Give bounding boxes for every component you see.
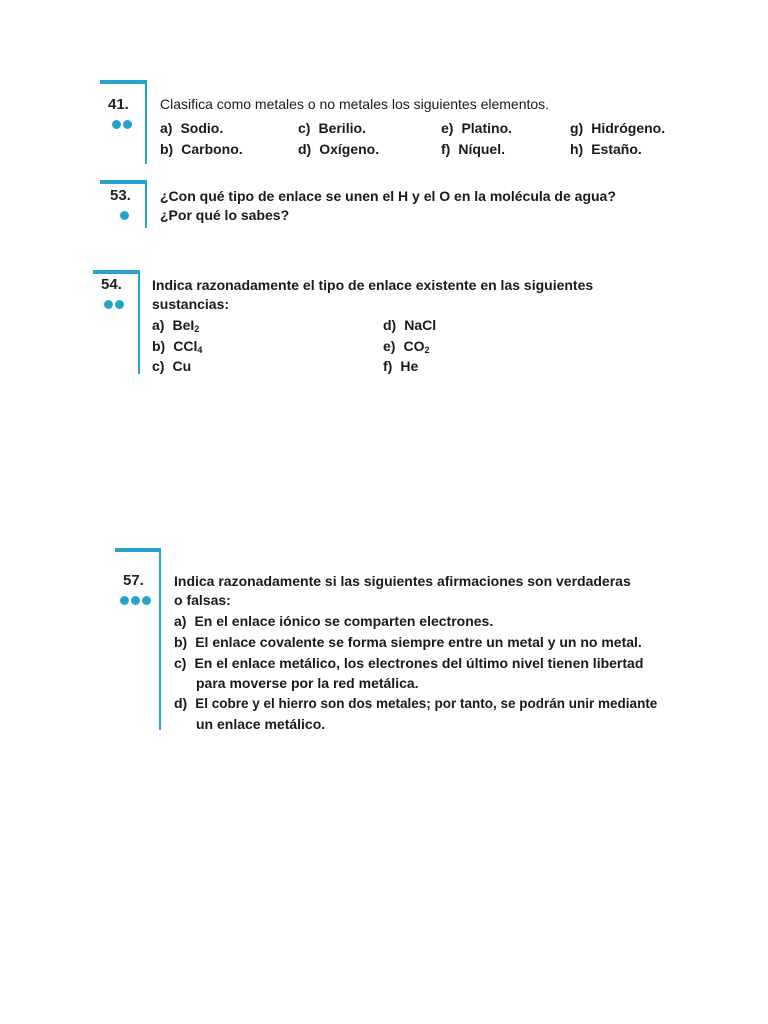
item-text: Platino. <box>461 120 513 136</box>
item-subscript: 4 <box>197 345 203 355</box>
list-item <box>298 118 366 138</box>
exercise-53-side-bar <box>145 180 147 228</box>
item-text: Sodio. <box>180 120 224 136</box>
exercise-54-top-bar <box>93 270 139 274</box>
exercise-57-side-bar <box>159 548 161 730</box>
difficulty-dot <box>142 596 151 605</box>
list-item <box>160 139 243 159</box>
item-text: Berilio. <box>318 120 366 136</box>
exercise-57-difficulty-dots <box>120 596 151 605</box>
difficulty-dot <box>120 596 129 605</box>
item-label: d) <box>174 695 188 711</box>
list-item <box>570 118 665 138</box>
list-item <box>152 356 191 376</box>
exercise-54-statement-line-2: sustancias: <box>152 296 230 312</box>
item-text: He <box>400 358 419 374</box>
item-label: b) <box>160 141 174 157</box>
item-text: En el enlace iónico se comparten electrones. <box>194 613 494 629</box>
list-item <box>383 356 418 376</box>
item-label: b) <box>152 338 166 354</box>
exercise-54-number: 54. <box>101 276 122 293</box>
difficulty-dot <box>123 120 132 129</box>
difficulty-dot <box>104 300 113 309</box>
item-subscript: 2 <box>194 324 200 334</box>
item-label: a) <box>174 613 187 629</box>
item-text: Cu <box>172 358 192 374</box>
item-text-continuation: para moverse por la red metálica. <box>196 675 419 691</box>
item-label: f) <box>441 141 451 157</box>
exercise-53-number: 53. <box>110 187 131 204</box>
list-item <box>441 139 505 159</box>
list-item <box>570 139 642 159</box>
item-text: Níquel. <box>458 141 505 157</box>
exercise-54-side-bar <box>138 270 140 374</box>
item-text: En el enlace metálico, los electrones del último nivel tienen libertad <box>194 655 644 671</box>
item-label: e) <box>441 120 454 136</box>
difficulty-dot <box>131 596 140 605</box>
list-item <box>174 611 493 631</box>
item-label: c) <box>174 655 187 671</box>
item-text: El cobre y el hierro son dos metales; por tanto, se podrán unir mediante <box>195 696 658 711</box>
item-label: e) <box>383 338 396 354</box>
exercise-41-statement: Clasifica como metales o no metales los siguientes elementos. <box>160 96 550 112</box>
difficulty-dot <box>115 300 124 309</box>
item-label: f) <box>383 358 393 374</box>
exercise-53-top-bar <box>100 180 146 184</box>
exercise-54-difficulty-dots <box>104 300 124 309</box>
item-label: d) <box>383 317 397 333</box>
item-text: CO <box>403 338 425 354</box>
exercise-57-number: 57. <box>123 572 144 589</box>
item-text: CCl <box>173 338 198 354</box>
list-item <box>441 118 512 138</box>
item-label: d) <box>298 141 312 157</box>
list-item <box>174 653 643 693</box>
item-text: Oxígeno. <box>319 141 380 157</box>
exercise-53-difficulty-dots <box>120 211 129 220</box>
item-subscript: 2 <box>424 345 430 355</box>
item-label: c) <box>152 358 165 374</box>
exercise-41-difficulty-dots <box>112 120 132 129</box>
list-item <box>383 315 436 335</box>
item-label: c) <box>298 120 311 136</box>
list-item <box>174 632 642 652</box>
item-text: Carbono. <box>181 141 243 157</box>
item-text: El enlace covalente se forma siempre entre un metal y un no metal. <box>195 634 642 650</box>
list-item <box>298 139 379 159</box>
exercise-57-statement-line-1: Indica razonadamente si las siguientes afirmaciones son verdaderas <box>174 573 631 589</box>
exercise-53-statement-line-1: ¿Con qué tipo de enlace se unen el H y el O en la molécula de agua? <box>160 188 616 204</box>
item-label: a) <box>152 317 165 333</box>
item-label: h) <box>570 141 584 157</box>
item-text: NaCl <box>404 317 437 333</box>
item-label: a) <box>160 120 173 136</box>
exercise-57-top-bar <box>115 548 161 552</box>
item-text: Estaño. <box>591 141 642 157</box>
list-item <box>160 118 223 138</box>
item-label: b) <box>174 634 188 650</box>
exercise-57-statement-line-2: o falsas: <box>174 592 231 608</box>
list-item <box>174 693 657 734</box>
exercise-53-statement-line-2: ¿Por qué lo sabes? <box>160 207 290 223</box>
item-label: g) <box>570 120 584 136</box>
exercise-41-number: 41. <box>108 96 129 113</box>
exercise-54-statement-line-1: Indica razonadamente el tipo de enlace existente en las siguientes <box>152 277 594 293</box>
item-text: Hidrógeno. <box>591 120 666 136</box>
difficulty-dot <box>120 211 129 220</box>
exercise-41-side-bar <box>145 80 147 164</box>
item-text: BeI <box>172 317 195 333</box>
exercise-41-top-bar <box>100 80 146 84</box>
item-text-continuation: un enlace metálico. <box>196 716 326 732</box>
difficulty-dot <box>112 120 121 129</box>
